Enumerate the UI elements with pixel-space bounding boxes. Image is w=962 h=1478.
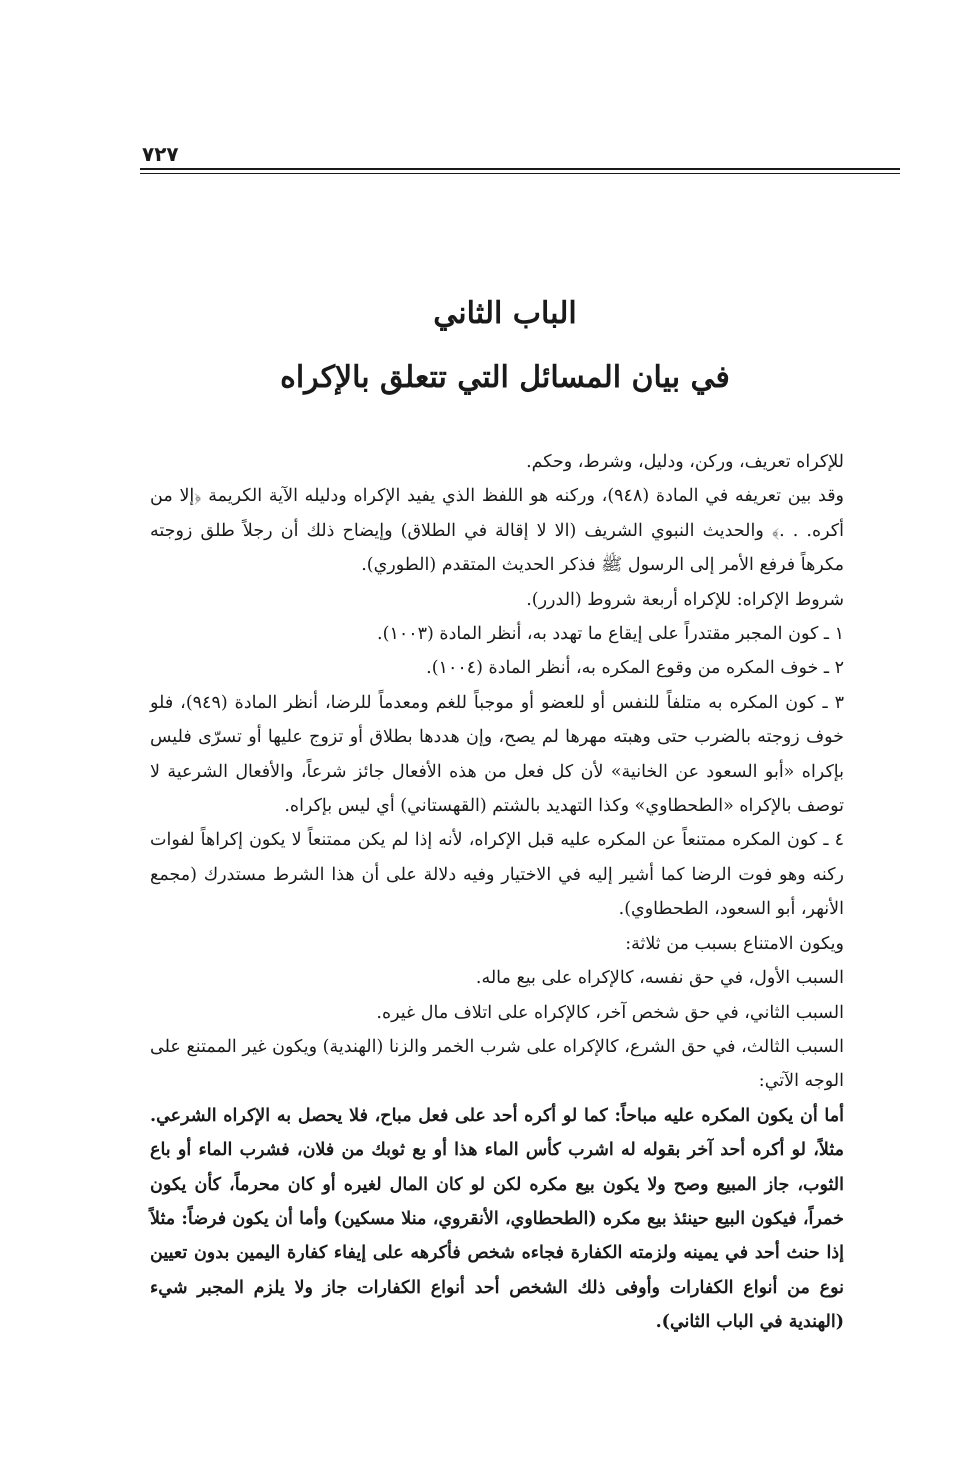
paragraph-cause-2: السبب الثاني، في حق شخص آخر، كالإكراه على اتلاف مال غيره. [376,1002,844,1023]
body-text [150,445,872,1340]
paragraph-permitted: أما أن يكون المكره عليه مباحاً: كما لو أكره أحد على فعل مباح، فلا يحصل به الإكراه الشرعي. مثلاً، لو أكره أحد آخر بقوله له اشرب كأس الماء هذا أو بع ثوبك من فلان، فشرب الماء أو باع الثوب، جاز المبيع وصح ولا يكون بيع مكره لكن لو كان المال لغيره أو كان محرماً، كأن يكون خمراً، فيكون البيع حينئذ بيع مكره (الطحطاوي، الأنقروي، منلا مسكين) وأما أن يكون فرضاً: مثلاً إذا حنث أحد في يمينه ولزمته الكفارة فجاءه شخص فأكرهه على إيفاء كفارة اليمين بدون تعيين نوع من أنواع الكفارات وأوفى ذلك الشخص أحد أنواع الكفارات جاز ولا يلزم المجبر شيء (الهندية في الباب الثاني). [150,1105,844,1333]
paragraph-condition-4: ٤ ـ كون المكره ممتنعاً عن المكره عليه قبل الإكراه، لأنه إذا لم يكن ممتنعاً لا يكون إكراهاً لفوات ركنه وهو فوت الرضا كما أشير إليه في الاختيار وفيه دلالة على أن هذا الشرط مستدرك (مجمع الأنهر، أبو السعود، الطحطاوي). [150,830,844,920]
header-rule [140,168,900,170]
paragraph-definition: وقد بين تعريفه في المادة (٩٤٨)، وركنه هو اللفظ الذي يفيد الإكراه ودليله الآية الكريمة ﴿إلا من أكره. . .﴾ والحديث النبوي الشريف (الا لا إقالة في الطلاق) وإيضاح ذلك أن رجلاً طلق زوجته مكرهاً فرفع الأمر إلى الرسول ﷺ فذكر الحديث المتقدم (الطوري). [150,486,845,576]
header-rule-thin [140,173,900,174]
paragraph-cause-3: السبب الثالث، في حق الشرع، كالإكراه على شرب الخمر والزنا (الهندية) ويكون غير الممتنع على الوجه الآتي: [150,1036,844,1092]
page-number: ٧٢٧ [142,142,179,166]
paragraph-intro: للإكراه تعريف، وركن، ودليل، وشرط، وحكم. [526,452,844,472]
paragraph-refusal-heading: ويكون الامتناع بسبب من ثلاثة: [625,933,844,954]
paragraph-conditions-heading: شروط الإكراه: للإكراه أربعة شروط (الدرر). [526,589,844,610]
paragraph-condition-1: ١ ـ كون المجبر مقتدراً على إيقاع ما تهدد به، أنظر المادة (١٠٠٣). [377,624,844,645]
paragraph-condition-2: ٢ ـ خوف المكره من وقوع المكره به، أنظر المادة (١٠٠٤). [426,658,844,679]
chapter-subtitle: في بيان المسائل التي تتعلق بالإكراه [280,360,730,395]
paragraph-condition-3: ٣ ـ كون المكره به متلفاً للنفس أو للعضو أو موجباً للغم ومعدماً للرضا، أنظر المادة (٩٤٩)، فلو خوف زوجته بالضرب حتى وهبته مهرها لم يصح، وإن هددها بطلاق أو تزوج عليها أو تسرّى فليس بإكراه «أبو السعود عن الخانية» لأن كل فعل من هذه الأفعال جائز شرعاً، والأفعال الشرعية لا توصف بالإكراه «الطحطاوي» وكذا التهديد بالشتم (القهستاني) أي ليس بإكراه. [150,692,844,817]
chapter-title: الباب الثاني [433,296,577,331]
paragraph-cause-1: السبب الأول، في حق نفسه، كالإكراه على بيع ماله. [475,968,844,989]
